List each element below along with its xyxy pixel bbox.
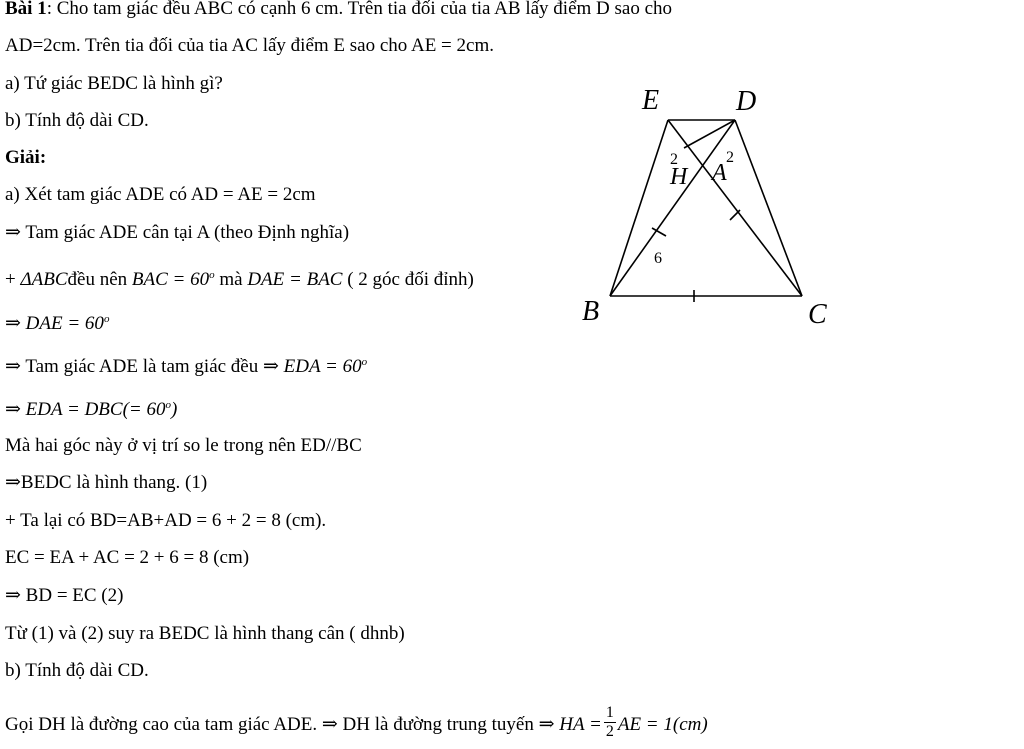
solution-line-14-text: Gọi DH là đường cao của tam giác ADE. ⇒ DH là đường trung tuyến ⇒ xyxy=(5,713,560,735)
solution-line-12: Từ (1) và (2) suy ra BEDC là hình thang cân ( dhnb) xyxy=(5,623,405,644)
solution-line-3-text1: đều nên xyxy=(67,269,132,290)
solution-line-11: ⇒ BD = EC (2) xyxy=(5,585,124,606)
degree-mark: o xyxy=(209,269,215,281)
solution-line-7: Mà hai góc này ở vị trí so le trong nên ED//BC xyxy=(5,435,362,456)
solution-line-5-text: ⇒ Tam giác ADE là tam giác đều ⇒ xyxy=(5,356,284,377)
question-b: b) Tính độ dài CD. xyxy=(5,110,149,131)
problem-line-2: AD=2cm. Trên tia đối của tia AC lấy điểm E sao cho AE = 2cm. xyxy=(5,35,494,56)
math-eda-dbc: EDA = DBC(= 60 xyxy=(25,399,166,420)
solution-line-9: + Ta lại có BD=AB+AD = 6 + 2 = 8 (cm). xyxy=(5,510,327,531)
solution-line-13: b) Tính độ dài CD. xyxy=(5,660,149,681)
solution-line-3-text2: mà xyxy=(214,269,248,290)
plus-sign: + xyxy=(5,269,21,290)
math-bac-60: BAC = 60 xyxy=(131,269,210,290)
math-dae-bac: DAE = BAC xyxy=(247,269,343,290)
solution-line-3-text3: ( 2 góc đối đỉnh) xyxy=(342,269,474,290)
math-dae-60: DAE = 60 xyxy=(25,313,104,334)
solution-line-8: ⇒BEDC là hình thang. (1) xyxy=(5,472,208,493)
label-e: E xyxy=(642,85,660,116)
math-ae-1cm: AE = 1(cm) xyxy=(617,713,708,735)
label-2-right: 2 xyxy=(726,149,734,166)
geometry-figure xyxy=(570,80,850,340)
tick-ac xyxy=(730,210,740,220)
solution-line-4 xyxy=(5,307,109,336)
problem-text-1: : Cho tam giác đều ABC có cạnh 6 cm. Trên tia đối của tia AB lấy điểm D sao cho xyxy=(46,0,673,19)
segment-be xyxy=(610,120,668,296)
label-6: 6 xyxy=(654,250,662,267)
label-c: C xyxy=(808,299,827,330)
problem-title: Bài 1 xyxy=(5,0,47,19)
solution-heading: Giải: xyxy=(5,147,47,168)
fraction-numerator: 1 xyxy=(605,704,614,721)
solution-line-14 xyxy=(5,704,708,744)
label-b: B xyxy=(582,296,600,327)
segment-dh xyxy=(684,120,735,148)
label-a: A xyxy=(712,160,727,186)
solution-line-5 xyxy=(5,350,367,379)
close-paren: ) xyxy=(170,399,178,420)
solution-line-3 xyxy=(5,263,474,292)
segment-bd xyxy=(610,120,735,296)
problem-line-1 xyxy=(5,0,672,21)
triangle-abc: ΔABC xyxy=(20,269,68,290)
solution-line-10: EC = EA + AC = 2 + 6 = 8 (cm) xyxy=(5,547,250,568)
solution-line-1: a) Xét tam giác ADE có AD = AE = 2cm xyxy=(5,184,316,205)
label-h: H xyxy=(670,164,688,190)
solution-line-2: ⇒ Tam giác ADE cân tại A (theo Định nghĩa) xyxy=(5,222,350,243)
degree-mark: o xyxy=(361,356,368,368)
arrow: ⇒ xyxy=(5,313,26,334)
fraction-denominator: 2 xyxy=(605,723,614,740)
question-a: a) Tứ giác BEDC là hình gì? xyxy=(5,73,223,94)
label-2-left: 2 xyxy=(670,151,678,168)
label-d: D xyxy=(736,86,757,117)
math-ha: HA = xyxy=(559,713,602,735)
solution-line-6 xyxy=(5,393,177,422)
degree-mark: o xyxy=(165,399,171,411)
fraction-half xyxy=(604,704,616,741)
segment-cd xyxy=(735,120,802,296)
arrow: ⇒ xyxy=(5,399,26,420)
degree-mark: o xyxy=(103,313,110,325)
math-eda-60: EDA = 60 xyxy=(283,356,362,377)
